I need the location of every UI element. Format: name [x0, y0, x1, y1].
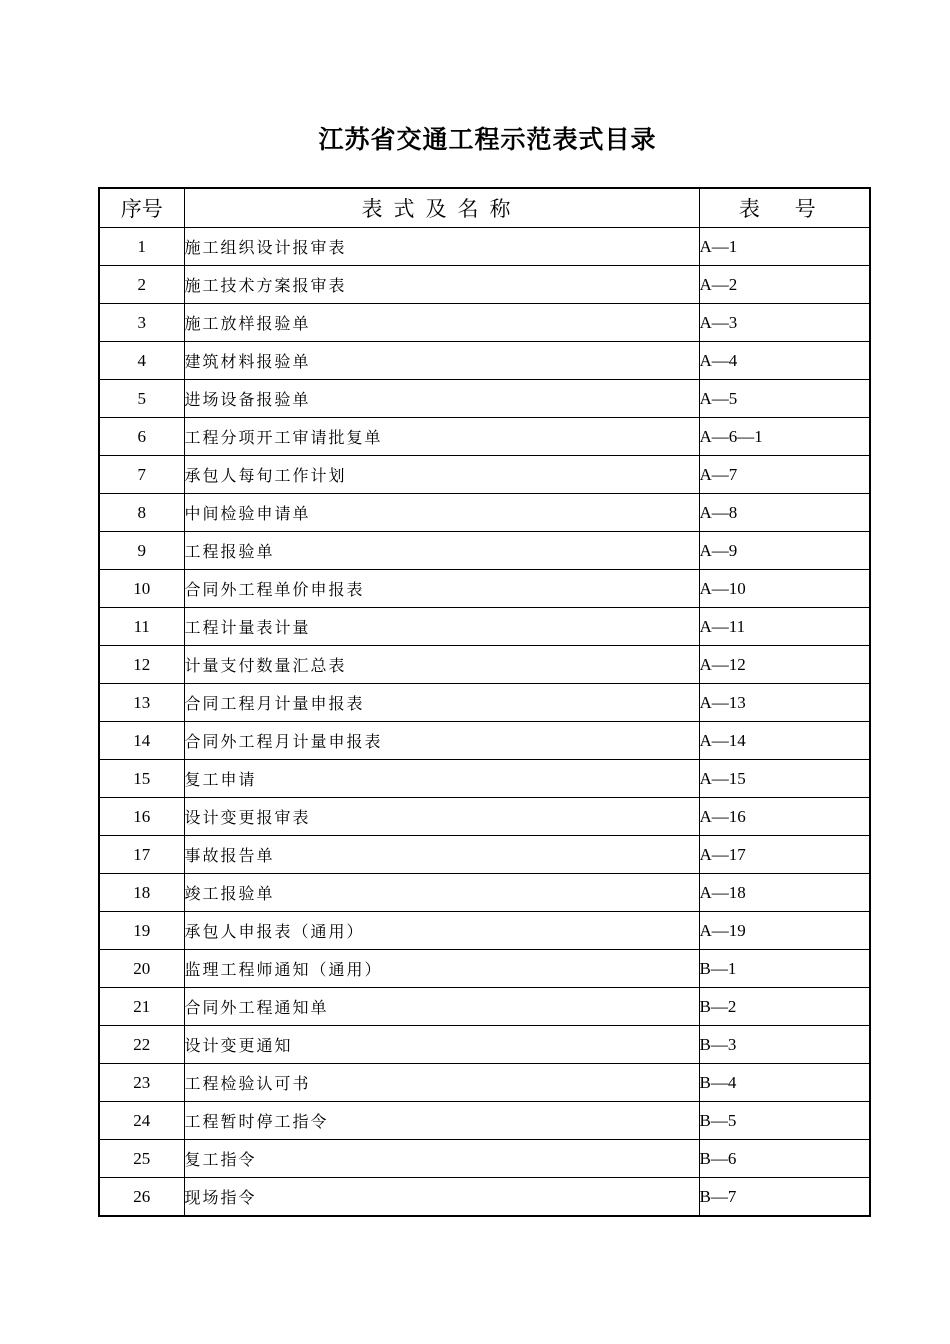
row-seq-cell: 14 — [99, 722, 184, 760]
row-seq-cell: 1 — [99, 228, 184, 266]
row-name-cell: 工程计量表计量 — [184, 608, 699, 646]
row-seq-cell: 19 — [99, 912, 184, 950]
row-name-cell: 竣工报验单 — [184, 874, 699, 912]
table-row — [99, 912, 870, 950]
table-row — [99, 608, 870, 646]
row-name-cell: 复工申请 — [184, 760, 699, 798]
table-header-row — [99, 188, 870, 228]
row-seq-cell: 12 — [99, 646, 184, 684]
row-seq-cell: 26 — [99, 1178, 184, 1217]
table-row — [99, 380, 870, 418]
row-name-cell: 施工技术方案报审表 — [184, 266, 699, 304]
row-seq-cell: 15 — [99, 760, 184, 798]
table-row — [99, 798, 870, 836]
row-name-cell: 监理工程师通知（通用） — [184, 950, 699, 988]
table-row — [99, 988, 870, 1026]
row-seq-cell: 18 — [99, 874, 184, 912]
row-name-cell: 建筑材料报验单 — [184, 342, 699, 380]
row-code-cell: A—1 — [699, 228, 870, 266]
table-row — [99, 456, 870, 494]
row-seq-cell: 11 — [99, 608, 184, 646]
table-row — [99, 950, 870, 988]
table-row — [99, 1140, 870, 1178]
row-seq-cell: 8 — [99, 494, 184, 532]
row-seq-cell: 6 — [99, 418, 184, 456]
table-row — [99, 228, 870, 266]
table-row — [99, 304, 870, 342]
row-name-cell: 施工放样报验单 — [184, 304, 699, 342]
header-seq: 序号 — [99, 188, 184, 228]
row-code-cell: A—5 — [699, 380, 870, 418]
row-seq-cell: 5 — [99, 380, 184, 418]
row-seq-cell: 25 — [99, 1140, 184, 1178]
row-code-cell: A—8 — [699, 494, 870, 532]
row-seq-cell: 17 — [99, 836, 184, 874]
row-seq-cell: 4 — [99, 342, 184, 380]
table-row — [99, 646, 870, 684]
row-code-cell: A—7 — [699, 456, 870, 494]
row-code-cell: A—17 — [699, 836, 870, 874]
table-row — [99, 570, 870, 608]
row-code-cell: A—9 — [699, 532, 870, 570]
table-row — [99, 1026, 870, 1064]
row-seq-cell: 24 — [99, 1102, 184, 1140]
row-code-cell: A—13 — [699, 684, 870, 722]
row-name-cell: 工程报验单 — [184, 532, 699, 570]
row-code-cell: A—16 — [699, 798, 870, 836]
row-code-cell: B—4 — [699, 1064, 870, 1102]
table-row — [99, 418, 870, 456]
table-row — [99, 1102, 870, 1140]
table-row — [99, 760, 870, 798]
table-row — [99, 836, 870, 874]
header-code: 表 号 — [699, 188, 870, 228]
table-row — [99, 684, 870, 722]
row-name-cell: 工程暂时停工指令 — [184, 1102, 699, 1140]
table-row — [99, 722, 870, 760]
row-name-cell: 现场指令 — [184, 1178, 699, 1217]
row-code-cell: A—2 — [699, 266, 870, 304]
row-seq-cell: 20 — [99, 950, 184, 988]
row-name-cell: 事故报告单 — [184, 836, 699, 874]
row-code-cell: B—2 — [699, 988, 870, 1026]
row-name-cell: 施工组织设计报审表 — [184, 228, 699, 266]
row-code-cell: B—1 — [699, 950, 870, 988]
row-name-cell: 承包人每旬工作计划 — [184, 456, 699, 494]
table-row — [99, 532, 870, 570]
row-name-cell: 工程检验认可书 — [184, 1064, 699, 1102]
row-seq-cell: 9 — [99, 532, 184, 570]
row-name-cell: 复工指令 — [184, 1140, 699, 1178]
row-code-cell: A—14 — [699, 722, 870, 760]
row-seq-cell: 23 — [99, 1064, 184, 1102]
row-code-cell: B—5 — [699, 1102, 870, 1140]
row-name-cell: 设计变更报审表 — [184, 798, 699, 836]
row-code-cell: B—6 — [699, 1140, 870, 1178]
row-name-cell: 中间检验申请单 — [184, 494, 699, 532]
row-code-cell: A—6—1 — [699, 418, 870, 456]
row-name-cell: 工程分项开工审请批复单 — [184, 418, 699, 456]
table-row — [99, 1178, 870, 1217]
row-name-cell: 承包人申报表（通用） — [184, 912, 699, 950]
row-seq-cell: 16 — [99, 798, 184, 836]
row-code-cell: A—10 — [699, 570, 870, 608]
table-row — [99, 494, 870, 532]
row-code-cell: A—4 — [699, 342, 870, 380]
row-code-cell: A—15 — [699, 760, 870, 798]
row-code-cell: B—3 — [699, 1026, 870, 1064]
table-row — [99, 266, 870, 304]
row-code-cell: A—18 — [699, 874, 870, 912]
row-name-cell: 设计变更通知 — [184, 1026, 699, 1064]
row-seq-cell: 7 — [99, 456, 184, 494]
row-name-cell: 合同外工程月计量申报表 — [184, 722, 699, 760]
row-code-cell: A—11 — [699, 608, 870, 646]
row-seq-cell: 22 — [99, 1026, 184, 1064]
header-name: 表式及名称 — [184, 188, 699, 228]
table-row — [99, 1064, 870, 1102]
row-seq-cell: 13 — [99, 684, 184, 722]
form-catalog-table — [98, 187, 871, 1217]
row-seq-cell: 3 — [99, 304, 184, 342]
page-title: 江苏省交通工程示范表式目录 — [318, 125, 657, 154]
table-body — [99, 228, 870, 1217]
row-code-cell: A—3 — [699, 304, 870, 342]
row-code-cell: A—19 — [699, 912, 870, 950]
row-name-cell: 计量支付数量汇总表 — [184, 646, 699, 684]
row-name-cell: 合同工程月计量申报表 — [184, 684, 699, 722]
row-seq-cell: 21 — [99, 988, 184, 1026]
row-code-cell: B—7 — [699, 1178, 870, 1217]
row-seq-cell: 2 — [99, 266, 184, 304]
table-row — [99, 342, 870, 380]
row-seq-cell: 10 — [99, 570, 184, 608]
table-row — [99, 874, 870, 912]
row-name-cell: 进场设备报验单 — [184, 380, 699, 418]
row-name-cell: 合同外工程单价申报表 — [184, 570, 699, 608]
row-code-cell: A—12 — [699, 646, 870, 684]
row-name-cell: 合同外工程通知单 — [184, 988, 699, 1026]
